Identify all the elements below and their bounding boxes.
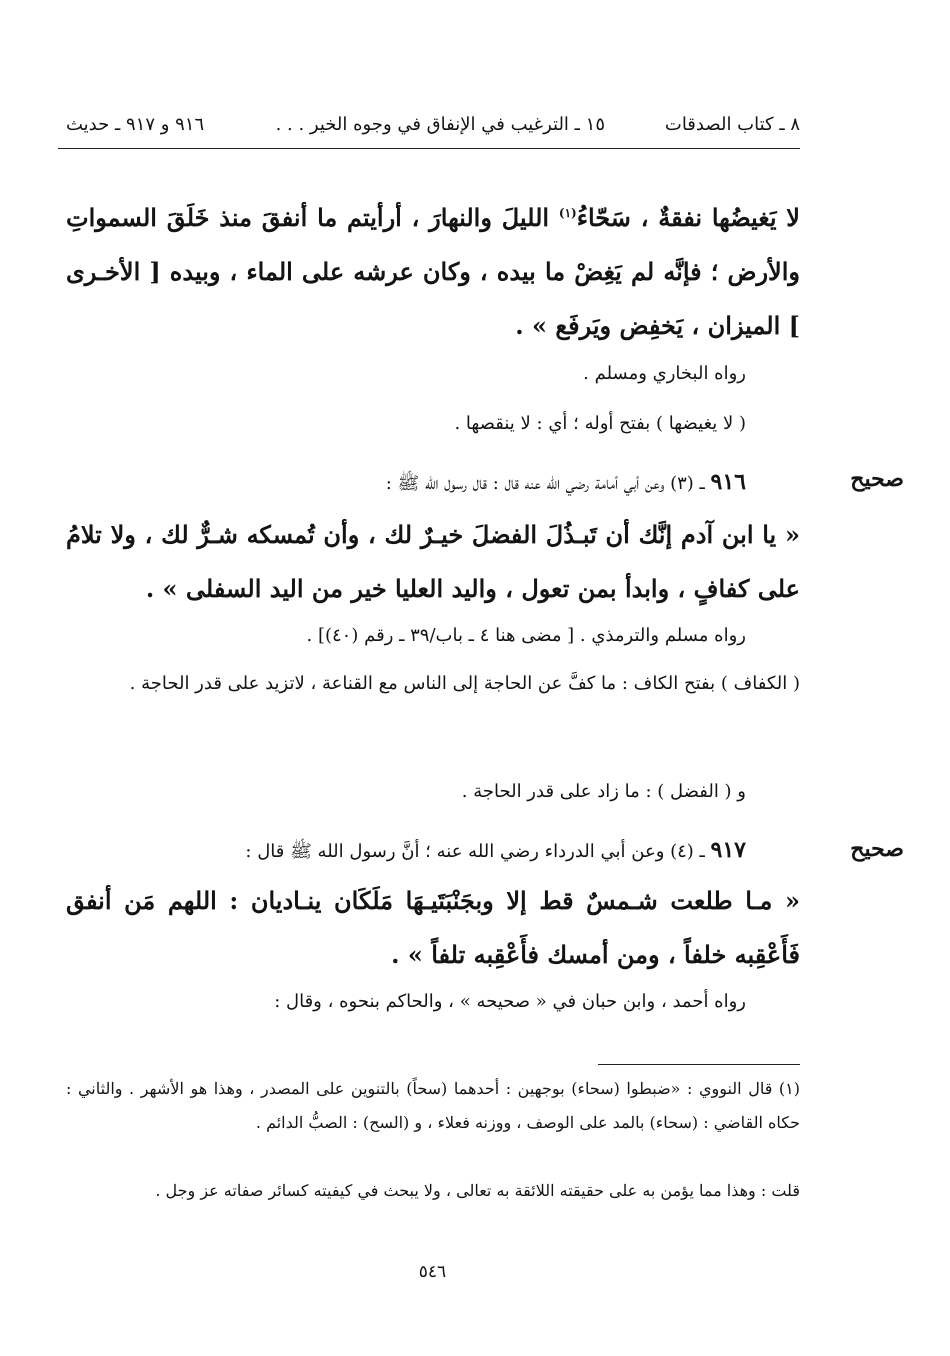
- page-number: ٥٤٦: [418, 1262, 447, 1282]
- hadith-917-intro-line: [66, 830, 746, 872]
- header-section: ١٥ ـ الترغيب في الإنفاق في وجوه الخير . . .: [275, 114, 605, 135]
- footnote-ref-1[interactable]: (١): [558, 206, 577, 220]
- continued-text-start: لا يَغيضُها نفقةٌ ، سَحّاءُ: [576, 203, 800, 232]
- hadith-916-intro: ـ (٣) وعن أبي أمامة رضي الله عنه قال : قال رسول الله ﷺ :: [385, 473, 711, 494]
- hadith-917-source: رواه أحمد ، وابن حبان في « صحيحه » ، والحاكم بنحوه ، وقال :: [274, 991, 746, 1012]
- grade-917: صحيح: [850, 836, 904, 862]
- grade-916: صحيح: [850, 466, 904, 492]
- running-header: [66, 112, 800, 142]
- header-hadith-range: ٩١٦ و ٩١٧ ـ حديث: [66, 114, 205, 135]
- hadith-number-917: ٩١٧: [710, 837, 746, 863]
- hadith-number-916: ٩١٦: [710, 469, 746, 495]
- hadith-917-matn: « مـا طلعت شـمسٌ قط إلا وبجَنْبَتَيـهَا مَلَكَان ينـاديان : اللهم مَن أنفق فَأَعْقِبه خلفاً ، ومن أمسك فأَعْقِبه تلفاً » .: [66, 886, 800, 969]
- continued-hadith-text: [66, 186, 800, 353]
- hadith-916-source: رواه مسلم والترمذي . [ مضى هنا ٤ ـ باب/٣٩ ـ رقم (٤٠)] .: [306, 625, 746, 646]
- explanation-yaghiduha: ( لا يغيضها ) بفتح أوله ؛ أي : لا ينقصها .: [454, 413, 746, 434]
- header-rule: [58, 148, 800, 149]
- continued-text-rest: الليلَ والنهارَ ، أرأيتم ما أنفقَ منذ خَلَقَ السمواتِ والأرض ؛ فإنَّه لم يَغِضْ ما بيده ، وكان عرشه على الماء ، وبيده [ الأخـرى ] الميزان ، يَخفِض ويَرفَع » .: [66, 203, 801, 340]
- hadith-917-intro: ـ (٤) وعن أبي الدرداء رضي الله عنه ؛ أنَّ رسول الله ﷺ قال :: [245, 841, 711, 862]
- footnote-1-note: قلت : وهذا مما يؤمن به على حقيقته اللائقة به تعالى ، ولا يبحث في كيفيته كسائر صفاته عز وجل .: [155, 1181, 800, 1200]
- source-bukhari-muslim: رواه البخاري ومسلم .: [583, 363, 746, 384]
- hadith-916-intro-line: [66, 462, 746, 504]
- hadith-916-matn: « يا ابن آدم إنَّك أن تَبـذُلَ الفضلَ خيـرٌ لك ، وأن تُمسكه شـرٌّ لك ، ولا تلامُ على كفافٍ ، وابدأ بمن تعول ، واليد العليا خير من اليد السفلى » .: [66, 520, 800, 603]
- footnote-rule: [598, 1064, 800, 1065]
- hadith-916-explanation-kafaf: ( الكفاف ) بفتح الكاف : ما كفَّ عن الحاجة إلى الناس مع القناعة ، لاتزيد على قدر الحاجة .: [129, 673, 800, 694]
- footnote-1: (١) قال النووي : «ضبطوا (سحاء) بوجهين : أحدهما (سحاً) بالتنوين على المصدر ، وهذا هو الأشهر . والثاني : حكاه القاضي : (سحاء) بالمد على الوصف ، ووزنه فعلاء ، و (السح) : الصبُّ الدائم .: [66, 1079, 800, 1132]
- header-chapter: ٨ ـ كتاب الصدقات: [664, 114, 800, 135]
- hadith-916-explanation-fadl: و ( الفضل ) : ما زاد على قدر الحاجة .: [461, 781, 746, 802]
